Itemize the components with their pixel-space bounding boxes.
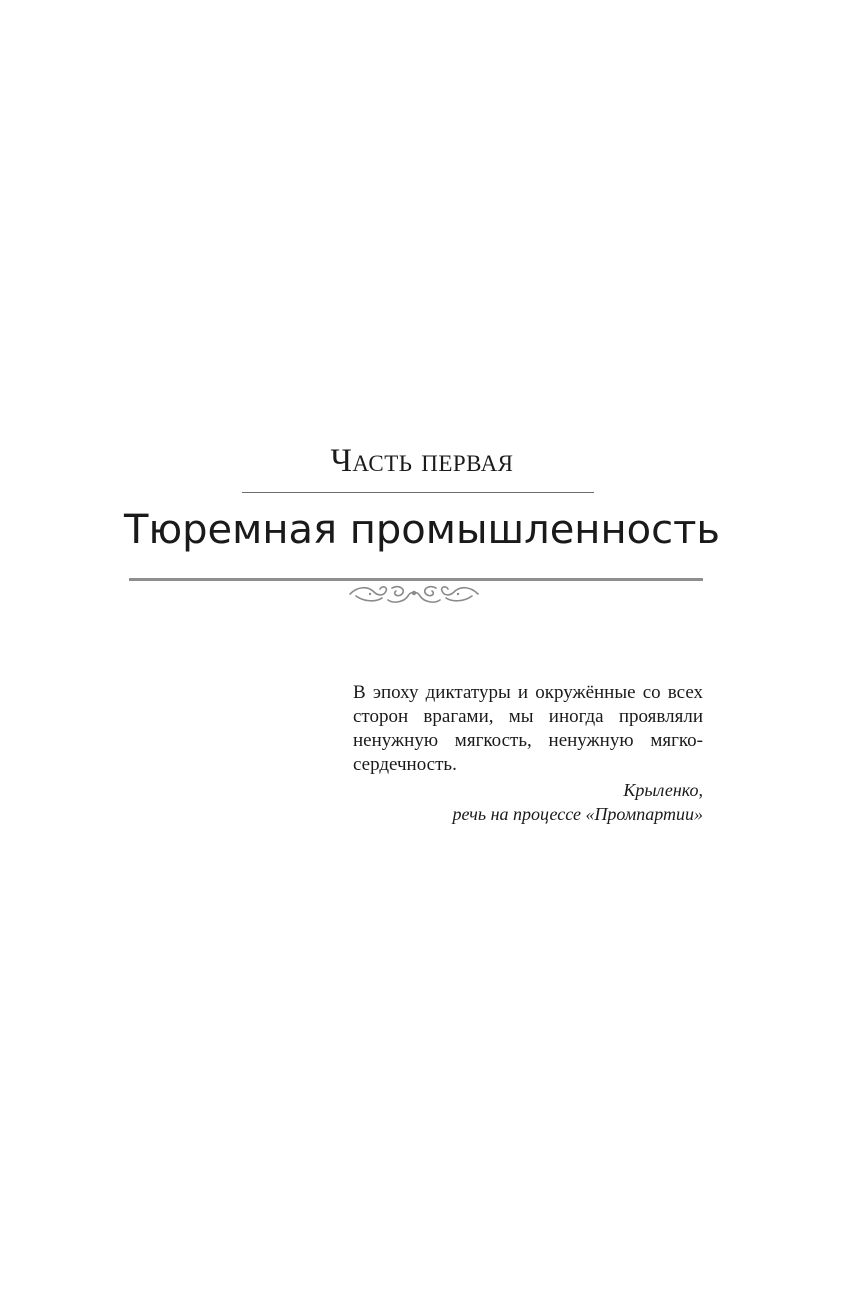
flourish-ornament-icon [348,580,480,608]
epigraph-attribution [353,778,703,826]
attribution-source: речь на процессе «Промпартии» [452,804,703,824]
epigraph-line: сердечность. [353,754,457,775]
attribution-author: Крыленко, [623,780,703,800]
thin-divider [242,492,594,493]
part-label: Часть первая [330,443,514,479]
epigraph-line: ненужную мягкость, ненужную мягко- [353,730,703,751]
chapter-title: Тюремная промышленность [124,507,720,553]
epigraph-line: В эпоху диктатуры и окружённые со всех [353,682,703,703]
epigraph-quote [353,681,703,777]
epigraph-line: сторон врагами, мы иногда проявляли [353,706,703,727]
